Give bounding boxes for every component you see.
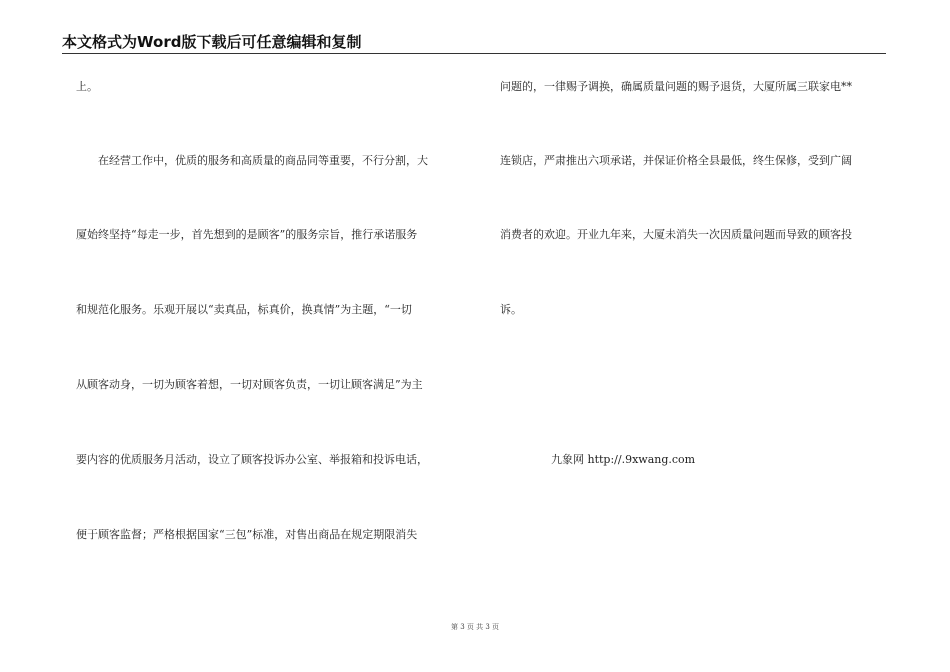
text-line: 问题的，一律赐予调换，确属质量问题的赐予退货，大厦所属三联家电** bbox=[500, 80, 852, 93]
text-line: 和规范化服务。乐观开展以“卖真品，标真价，换真情”为主题，“一切 bbox=[76, 303, 412, 316]
text-line: 厦始终坚持“每走一步，首先想到的是顾客”的服务宗旨，推行承诺服务 bbox=[76, 228, 418, 241]
text-line: 要内容的优质服务月活动，设立了顾客投诉办公室、举报箱和投诉电话， bbox=[76, 453, 428, 466]
text-line: 连锁店，严肃推出六项承诺，并保证价格全县最低，终生保修，受到广阔 bbox=[500, 154, 852, 167]
header-title: 本文格式为Word版下载后可任意编辑和复制 bbox=[62, 33, 362, 51]
text-line: 从顾客动身，一切为顾客着想，一切对顾客负责，一切让顾客满足”为主 bbox=[76, 378, 423, 391]
page-header bbox=[62, 34, 886, 54]
site-link-text: 九象网 http://.9xwang.com bbox=[551, 453, 696, 466]
text-line: 消费者的欢迎。开业九年来，大厦未消失一次因质量问题而导致的顾客投 bbox=[500, 228, 852, 241]
text-line: 上。 bbox=[76, 80, 98, 93]
text-line: 便于顾客监督；严格根据国家“三包”标准，对售出商品在规定期限消失 bbox=[76, 528, 418, 541]
text-line: 诉。 bbox=[500, 303, 522, 316]
page-number: 第 3 页 共 3 页 bbox=[450, 623, 500, 631]
text-line: 在经营工作中，优质的服务和高质量的商品同等重要，不行分割，大 bbox=[98, 154, 428, 167]
